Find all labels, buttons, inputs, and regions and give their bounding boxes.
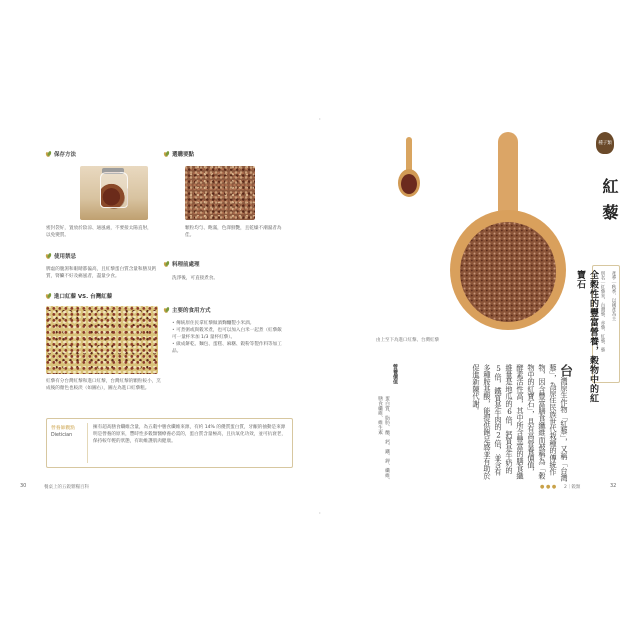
- dietitian-label: 營養師觀點 Dietician: [51, 426, 75, 438]
- drop-cap: 台: [557, 364, 572, 377]
- divider: [87, 423, 88, 463]
- page-title: 紅藜: [600, 178, 619, 230]
- red-quinoa-seeds-photo: [185, 166, 255, 220]
- storage-text: 密封袋好，置放於陰涼、通風處，不要接太陽直射，以免變質。: [46, 226, 152, 238]
- taboo-text: 脾虛的腹瀉和眼睛都偏高，且紅藜蛋白質含量和膳及鈣質，腎臟不好及痛風者，盡量少食。: [46, 267, 157, 279]
- selection-text: 顆粒均勻、飽滿，色澤鮮艷，且乾燥不潮濕者為佳。: [185, 226, 282, 238]
- prep-title: 料理前處理: [164, 260, 200, 268]
- usage-item: • 可煮粥或與穀米煮，也可以加入白米一起煮（紅藜飯可一量杯米加 1/3 量杯紅藜）。: [172, 327, 284, 341]
- dietitian-text: 擁有超高膳食纖維含量，為五穀中膳食纖維來源，有約 14% 的優質蛋白質，牙齦的抽動是來源明是營養的原來，豐時性多穀類醫療養必需的，蛋白質含量極高，且抗氧化功效，並可抗衰老，保持較年輕的狀態，有助維護肌肉健康。: [93, 425, 286, 444]
- dietitian-box: [46, 418, 293, 468]
- storage-title: 保存方法: [46, 150, 76, 158]
- imported-vs-taiwan-photo: [46, 306, 158, 374]
- leaf-icon: [46, 151, 51, 158]
- alias-names: 別名｜紅藜米、台灣藜、赤藜、紅藜、藜: [600, 271, 605, 352]
- prep-text: 洗淨後，可直接煮食。: [172, 276, 218, 281]
- usage-title: 主要的食用方式: [164, 306, 211, 314]
- right-page: [320, 120, 626, 512]
- page-number: 30: [20, 483, 27, 489]
- footer-dots: ● ● ●: [540, 484, 557, 490]
- leaf-icon: [164, 307, 169, 314]
- usage-item: • 做成餅乾、麵包、蛋糕、麻糬、穀粉等製作料等加工品。: [172, 341, 284, 355]
- leaf-icon: [46, 253, 51, 260]
- chapter-footer: 2｜穀類: [564, 485, 581, 490]
- leaf-icon: [164, 151, 169, 158]
- book-title-footer: 餐桌上的五穀雜糧百科: [44, 485, 89, 490]
- harvest-season: 產季｜秋季，以國產為主: [611, 271, 616, 321]
- nutrition-text: 蛋白質、脂肪、醣、鈣、鐵、鉀、纖維、膳食纖維、維生素: [377, 396, 389, 483]
- storage-jar-photo: [80, 166, 148, 220]
- imported-text: 紅藜有分台灣紅藜和進口紅藜，台灣紅藜的顆粒較小，烹成後的顏色也較淡（如圖右），圖左為進口紅藜粗。: [46, 379, 161, 391]
- category-badge: 種子類: [596, 132, 614, 154]
- photo-caption: 由上至下為進口紅藜、台灣紅藜: [376, 338, 439, 343]
- left-page: [14, 120, 320, 512]
- large-scoop-image: [448, 132, 568, 332]
- subtitle: 全穀性的豐富營養，穀物中的紅寶石: [575, 270, 598, 403]
- taboo-title: 使用禁忌: [46, 252, 76, 260]
- page-number: 32: [610, 483, 617, 489]
- leaf-icon: [164, 261, 169, 268]
- leaf-icon: [46, 293, 51, 300]
- main-body-text: 台灣原生作物「紅藜」，又稱「台灣藜」，為原住民族世代栽種的傳統作物，因含豐富膳食纖維而被稱為「穀物中的紅寶石」，具有高營養價值，酵素活性高，其中所含豐富的膳食纖維量是地瓜的6倍，鈣質是牛奶的5倍，鐵質是牛肉的2倍，並含有多種胺基酸，能提供飽足感並有助於促進新陳代謝。: [472, 364, 572, 482]
- usage-list: [172, 320, 284, 355]
- selection-title: 選購要點: [164, 150, 194, 158]
- nutrition-title: 營養價值: [392, 364, 398, 384]
- usage-item: • 傳統原住民拿紅藜做酒麴釀製小米酒。: [172, 320, 284, 327]
- small-scoop-image: [397, 137, 421, 199]
- imported-title: 進口紅藜 VS. 台灣紅藜: [46, 292, 112, 300]
